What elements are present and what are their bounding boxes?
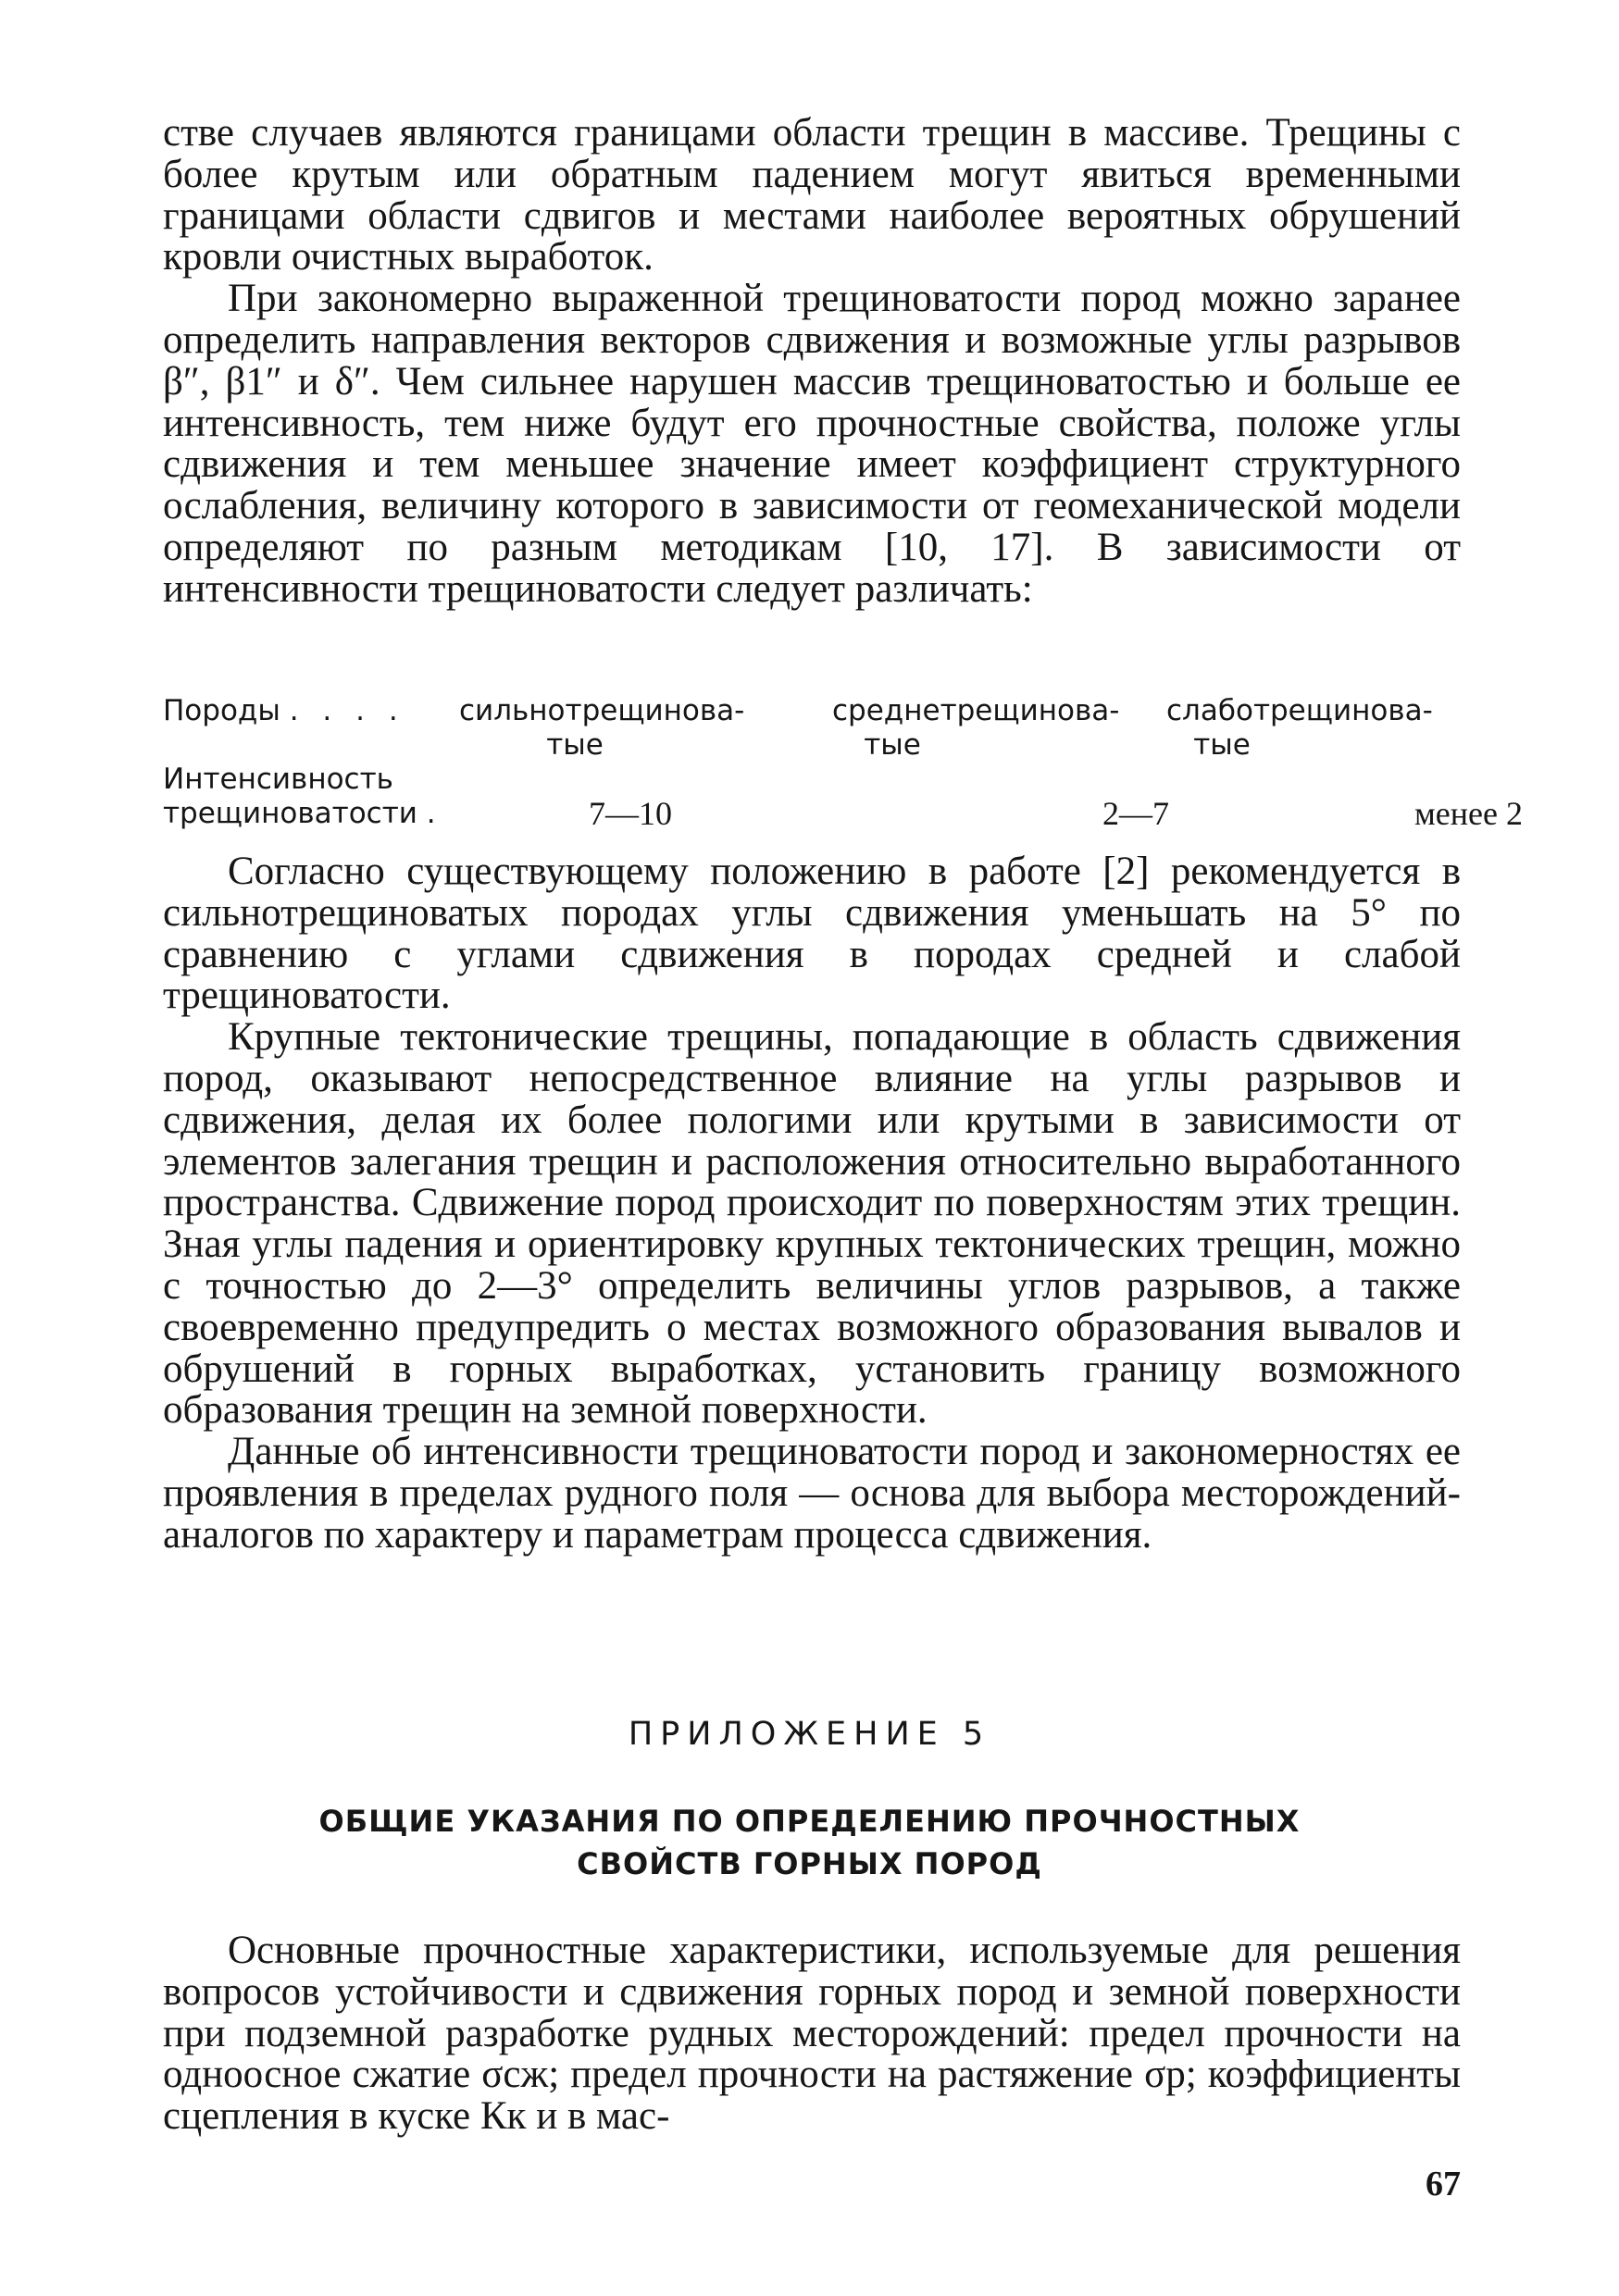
paragraph-recommendation: Согласно существующему положению в работе [2] рекомендуется в сильнотрещиноватых породах углы сдвижения уменьшать на 5° по сравнению с углами сдвижения в породах средней и слабой трещиноватости. bbox=[163, 850, 1461, 1018]
section-title bbox=[0, 1800, 1619, 1885]
paragraph-fracturing: При закономерно выраженной трещиноватости пород можно заранее определить направления векторов сдвижения и возможные углы разрывов β″, β1″ и δ″. Чем сильнее нарушен массив трещиноватостью и больше ее интенсивность, тем ниже будут его прочностные свойства, положе углы сдвижения и тем меньшее значение имеет коэффициент структурного ослабления, величину которого в зависимости от геомеханической модели определяют по разным методикам [10, 17]. В зависимости от интенсивности трещиноватости следует различать: bbox=[163, 277, 1461, 611]
col-weakly-fractured-line2: тые bbox=[1193, 728, 1251, 762]
col-heavily-fractured-line1: сильнотрещинова- bbox=[459, 694, 745, 727]
table-row-rocks-cont bbox=[163, 728, 1461, 763]
row-label-intensity-line2: трещиноватости . bbox=[163, 797, 436, 830]
paragraph-continuation: стве случаев являются границами области трещин в массиве. Трещины с более крутым или обратным падением могут явиться временными границами области сдвигов и местами наиболее вероятных обрушений кровли очистных выработок. bbox=[163, 111, 1461, 279]
value-weakly-fractured: менее 2 bbox=[1414, 795, 1523, 832]
value-heavily-fractured: 7—10 bbox=[589, 795, 672, 832]
table-row-intensity-label bbox=[163, 763, 1461, 797]
paragraph-strength-characteristics: Основные прочностные характеристики, используемые для решения вопросов устойчивости и сдвижения горных пород и земной поверхности при подземной разработке рудных месторождений: предел прочности на одноосное сжатие σсж; предел прочности на растяжение σр; коэффициенты сцепления в куске Кк и в мас- bbox=[163, 1929, 1461, 2139]
table-row-rocks bbox=[163, 694, 1461, 728]
col-medium-fractured-line1: среднетрещинова- bbox=[832, 694, 1120, 727]
middle-text-block bbox=[163, 851, 1461, 1557]
paragraph-analog-deposits: Данные об интенсивности трещиноватости пород и закономерностях ее проявления в пределах рудного поля — основа для выбора месторождений-аналогов по характеру и параметрам процесса сдвижения. bbox=[163, 1430, 1461, 1557]
appendix-label: ПРИЛОЖЕНИЕ 5 bbox=[628, 1716, 991, 1753]
top-text-block bbox=[163, 113, 1461, 611]
page-number: 67 bbox=[1426, 2165, 1461, 2203]
section-title-line2: СВОЙСТВ ГОРНЫХ ПОРОД bbox=[577, 1846, 1042, 1881]
row-label-intensity-line1: Интенсивность bbox=[163, 763, 393, 796]
section-title-line1: ОБЩИЕ УКАЗАНИЯ ПО ОПРЕДЕЛЕНИЮ ПРОЧНОСТНЫХ bbox=[318, 1804, 1301, 1839]
table-row-intensity bbox=[163, 795, 1523, 832]
value-medium-fractured: 2—7 bbox=[1102, 795, 1169, 832]
bottom-text-block bbox=[163, 1930, 1461, 2138]
col-heavily-fractured-line2: тые bbox=[546, 728, 604, 762]
row-label-rocks: Породы . . . . bbox=[163, 694, 405, 727]
col-medium-fractured-line2: тые bbox=[864, 728, 921, 762]
paragraph-tectonic-cracks: Крупные тектонические трещины, попадающие в область сдвижения пород, оказывают непосредственное влияние на углы разрывов и сдвижения, делая их более пологими или крутыми в зависимости от элементов залегания трещин и расположения относительно выработанного пространства. Сдвижение пород происходит по поверхностям этих трещин. Зная углы падения и ориентировку крупных тектонических трещин, можно с точностью до 2—3° определить величины углов разрывов, а также своевременно предупредить о местах возможного образования вывалов и обрушений в горных выработках, установить границу возможного образования трещин на земной поверхности. bbox=[163, 1015, 1461, 1433]
col-weakly-fractured-line1: слаботрещинова- bbox=[1166, 694, 1433, 727]
fracture-intensity-table bbox=[163, 694, 1523, 832]
